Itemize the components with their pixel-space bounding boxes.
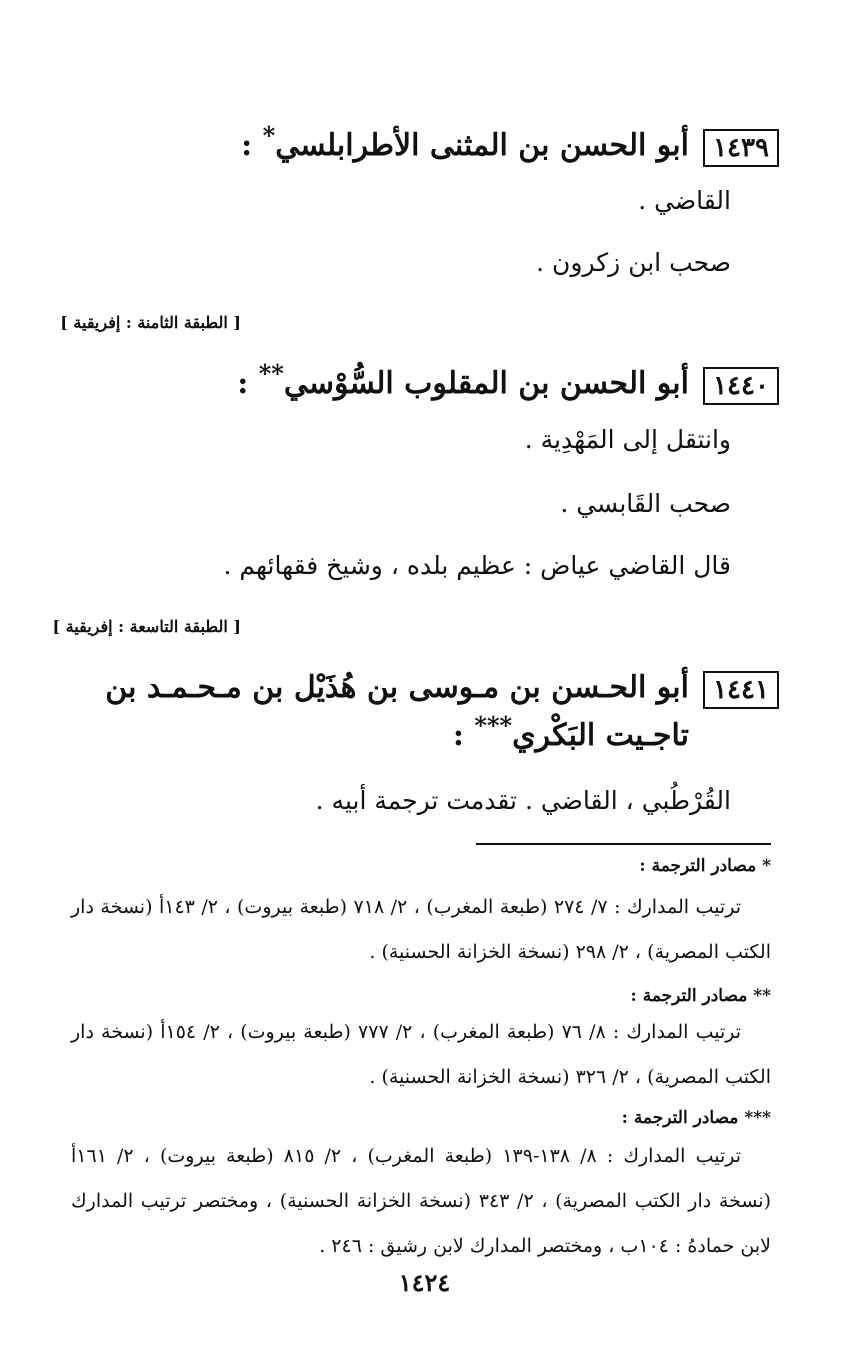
entry-heading-1440: [237, 360, 779, 408]
page-number: ١٤٢٤: [398, 1268, 451, 1297]
entry-title: [237, 360, 689, 408]
tabaqa-label: [ الطبقة التاسعة : إفريقية ]: [52, 617, 241, 636]
entry-name: أبو الحـسن بن مـوسى بن هُذَيْل بن مـحـمـد بن تاجـيت البَكْري: [105, 670, 689, 753]
entry-heading-1441: [39, 664, 779, 760]
footnote-marker: **: [258, 359, 284, 388]
footnote-text: ترتيب المدارك : ٨/ ١٣٨-١٣٩ (طبعة المغرب) ، ٢/ ٨١٥ (طبعة بيروت) ، ٢/ ١٦١أ (نسخة دار الكتب المصرية) ، ٢/ ٣٤٣ (نسخة الخزانة الحسنية) ، ومختصر ترتيب المدارك لابن حمادهُ : ١٠٤ب ، ومختصر المدارك لابن رشيق : ٢٤٦ .: [71, 1145, 771, 1257]
entry-colon: :: [452, 718, 464, 753]
entry-line: القاضي .: [638, 186, 731, 215]
entry-number-box: ١٤٤١: [703, 671, 779, 709]
footnote-heading: * مصادر الترجمة :: [639, 856, 771, 876]
entry-line: وانتقل إلى المَهْدِية .: [524, 425, 731, 454]
footnote-separator: [476, 843, 771, 845]
tabaqa-label: [ الطبقة الثامنة : إفريقية ]: [60, 313, 241, 332]
footnote-heading: *** مصادر الترجمة :: [621, 1108, 771, 1128]
entry-title: [241, 122, 689, 170]
entry-colon: :: [241, 128, 253, 163]
footnote-marker: *: [262, 121, 276, 150]
entry-line: صحب القَابسي .: [560, 489, 731, 518]
entry-number-box: ١٤٣٩: [703, 129, 779, 167]
entry-line: صحب ابن زكرون .: [536, 248, 731, 277]
footnote-text: ترتيب المدارك : ٧/ ٢٧٤ (طبعة المغرب) ، ٢/ ٧١٨ (طبعة بيروت) ، ٢/ ١٤٣أ (نسخة دار الكتب المصرية) ، ٢/ ٢٩٨ (نسخة الخزانة الحسنية) .: [71, 896, 771, 963]
entry-number-box: ١٤٤٠: [703, 367, 779, 405]
entry-line: قال القاضي عياض : عظيم بلده ، وشيخ فقهائهم .: [223, 551, 731, 580]
entry-name: أبو الحسن بن المقلوب السُّوْسي: [283, 366, 689, 401]
entry-line: القُرْطُبي ، القاضي . تقدمت ترجمة أبيه .: [315, 786, 731, 815]
entry-heading-1439: [241, 122, 779, 170]
entry-colon: :: [237, 366, 249, 401]
entry-title: [39, 664, 689, 760]
footnote-heading: ** مصادر الترجمة :: [630, 986, 771, 1006]
footnote-text: ترتيب المدارك : ٨/ ٧٦ (طبعة المغرب) ، ٢/ ٧٧٧ (طبعة بيروت) ، ٢/ ١٥٤أ (نسخة دار الكتب المصرية) ، ٢/ ٣٢٦ (نسخة الخزانة الحسنية) .: [71, 1021, 771, 1088]
footnote-marker: ***: [474, 711, 513, 740]
entry-name: أبو الحسن بن المثنى الأطرابلسي: [275, 128, 689, 163]
